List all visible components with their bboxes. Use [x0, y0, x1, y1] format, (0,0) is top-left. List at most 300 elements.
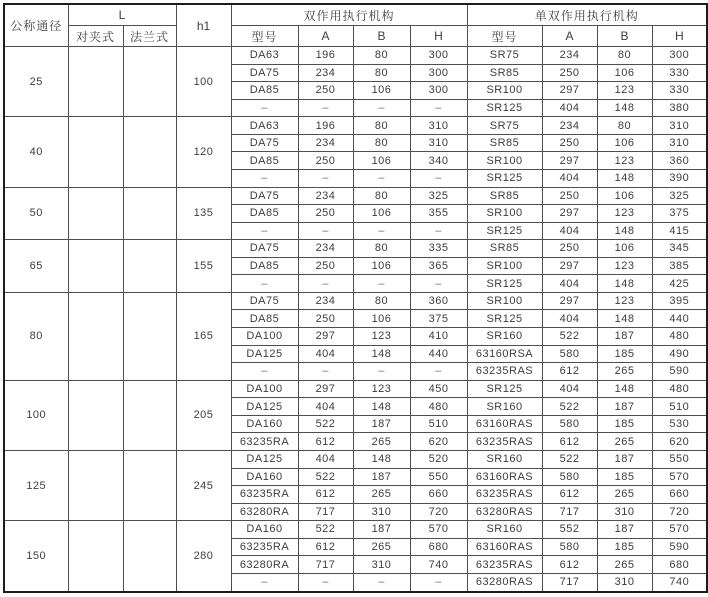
cell-single-B: 185 [597, 538, 652, 556]
cell-single-model: SR125 [467, 380, 542, 398]
cell-double-model: DA125 [231, 345, 298, 363]
cell-double-H: 365 [410, 257, 467, 275]
cell-single-H: 680 [652, 556, 707, 574]
cell-single-model: SR85 [467, 240, 542, 258]
cell-double-A: 717 [298, 556, 353, 574]
cell-single-A: 580 [542, 538, 597, 556]
cell-single-model: SR100 [467, 205, 542, 223]
cell-double-model: 63280RA [231, 556, 298, 574]
cell-single-B: 123 [597, 152, 652, 170]
cell-double-model: DA125 [231, 450, 298, 468]
cell-single-A: 404 [542, 169, 597, 187]
cell-nominal-diameter: 25 [4, 47, 68, 117]
cell-nominal-diameter: 150 [4, 521, 68, 592]
cell-single-model: SR100 [467, 82, 542, 100]
cell-double-B: 80 [353, 240, 410, 258]
cell-double-model: 63280RA [231, 503, 298, 521]
cell-double-model: – [231, 169, 298, 187]
cell-double-H: 550 [410, 468, 467, 486]
cell-single-model: 63235RAS [467, 556, 542, 574]
cell-double-A: 612 [298, 433, 353, 451]
cell-single-H: 375 [652, 205, 707, 223]
cell-double-A: – [298, 99, 353, 117]
cell-double-B: 265 [353, 433, 410, 451]
cell-double-H: – [410, 275, 467, 293]
cell-nominal-diameter: 100 [4, 380, 68, 450]
cell-single-B: 80 [597, 47, 652, 65]
cell-single-H: 440 [652, 310, 707, 328]
cell-double-H: – [410, 99, 467, 117]
cell-double-A: – [298, 275, 353, 293]
cell-double-model: – [231, 99, 298, 117]
cell-single-B: 265 [597, 363, 652, 381]
cell-double-A: 234 [298, 134, 353, 152]
cell-single-A: 297 [542, 292, 597, 310]
header-model-single: 型号 [467, 26, 542, 47]
cell-single-A: 297 [542, 205, 597, 223]
cell-double-B: 187 [353, 415, 410, 433]
cell-single-B: 265 [597, 556, 652, 574]
cell-single-model: SR160 [467, 398, 542, 416]
cell-single-model: 63235RAS [467, 486, 542, 504]
cell-flange-L [123, 47, 176, 117]
cell-double-B: 310 [353, 556, 410, 574]
cell-wafer-L [68, 240, 123, 293]
cell-double-B: 80 [353, 117, 410, 135]
cell-single-H: 415 [652, 222, 707, 240]
cell-double-model: 63235RA [231, 486, 298, 504]
cell-double-H: 355 [410, 205, 467, 223]
header-nominal-diameter: 公称通径 [4, 4, 68, 47]
cell-h1: 280 [176, 521, 231, 592]
cell-double-H: 450 [410, 380, 467, 398]
cell-single-B: 187 [597, 328, 652, 346]
cell-single-model: SR85 [467, 187, 542, 205]
cell-double-model: DA85 [231, 310, 298, 328]
cell-single-A: 612 [542, 556, 597, 574]
cell-wafer-L [68, 47, 123, 117]
header-A-single: A [542, 26, 597, 47]
cell-double-model: DA100 [231, 328, 298, 346]
cell-double-B: 80 [353, 187, 410, 205]
cell-single-B: 106 [597, 64, 652, 82]
cell-single-H: 590 [652, 538, 707, 556]
cell-single-B: 106 [597, 187, 652, 205]
cell-double-H: 570 [410, 521, 467, 539]
cell-single-H: 490 [652, 345, 707, 363]
cell-single-model: 63280RAS [467, 503, 542, 521]
cell-single-A: 404 [542, 380, 597, 398]
cell-single-B: 123 [597, 257, 652, 275]
actuator-spec-table [3, 3, 708, 593]
cell-single-H: 530 [652, 415, 707, 433]
cell-single-A: 717 [542, 573, 597, 592]
cell-single-H: 570 [652, 521, 707, 539]
cell-double-A: – [298, 169, 353, 187]
cell-single-B: 106 [597, 240, 652, 258]
cell-double-B: – [353, 363, 410, 381]
cell-single-B: 187 [597, 450, 652, 468]
cell-double-H: 300 [410, 47, 467, 65]
cell-double-A: 522 [298, 415, 353, 433]
cell-flange-L [123, 187, 176, 240]
cell-double-model: – [231, 222, 298, 240]
cell-single-B: 123 [597, 205, 652, 223]
cell-single-A: 234 [542, 117, 597, 135]
cell-double-A: 250 [298, 152, 353, 170]
cell-double-B: – [353, 222, 410, 240]
cell-double-model: – [231, 363, 298, 381]
cell-nominal-diameter: 65 [4, 240, 68, 293]
cell-single-A: 522 [542, 328, 597, 346]
cell-single-H: 570 [652, 468, 707, 486]
cell-double-A: – [298, 222, 353, 240]
cell-single-H: 620 [652, 433, 707, 451]
cell-single-A: 404 [542, 99, 597, 117]
cell-single-A: 404 [542, 275, 597, 293]
cell-double-H: 300 [410, 82, 467, 100]
header-flange-type: 法兰式 [123, 26, 176, 47]
header-B-double: B [353, 26, 410, 47]
cell-flange-L [123, 292, 176, 380]
cell-single-model: SR100 [467, 257, 542, 275]
cell-double-B: 123 [353, 328, 410, 346]
cell-double-B: 106 [353, 82, 410, 100]
table-row [4, 117, 707, 135]
cell-double-H: 520 [410, 450, 467, 468]
cell-single-A: 404 [542, 310, 597, 328]
cell-single-A: 250 [542, 64, 597, 82]
cell-double-H: – [410, 363, 467, 381]
cell-double-A: 234 [298, 187, 353, 205]
cell-nominal-diameter: 80 [4, 292, 68, 380]
cell-double-model: DA75 [231, 64, 298, 82]
cell-single-A: 234 [542, 47, 597, 65]
cell-double-B: – [353, 99, 410, 117]
cell-double-A: 717 [298, 503, 353, 521]
cell-nominal-diameter: 40 [4, 117, 68, 187]
cell-double-H: 510 [410, 415, 467, 433]
cell-single-H: 330 [652, 64, 707, 82]
table-header [4, 4, 707, 47]
cell-double-A: 250 [298, 205, 353, 223]
cell-single-A: 250 [542, 187, 597, 205]
cell-single-B: 148 [597, 99, 652, 117]
cell-single-model: SR100 [467, 152, 542, 170]
cell-double-model: 63235RA [231, 433, 298, 451]
cell-double-H: 720 [410, 503, 467, 521]
cell-single-B: 148 [597, 222, 652, 240]
header-single-double-acting-actuator: 单双作用执行机构 [467, 4, 707, 26]
cell-double-A: 297 [298, 328, 353, 346]
header-A-double: A [298, 26, 353, 47]
cell-double-H: 660 [410, 486, 467, 504]
cell-single-model: SR160 [467, 521, 542, 539]
cell-h1: 100 [176, 47, 231, 117]
cell-single-B: 80 [597, 117, 652, 135]
cell-single-model: 63160RAS [467, 415, 542, 433]
cell-double-A: 250 [298, 82, 353, 100]
cell-wafer-L [68, 450, 123, 520]
cell-double-model: DA160 [231, 415, 298, 433]
cell-flange-L [123, 117, 176, 187]
cell-single-H: 510 [652, 398, 707, 416]
header-row-1 [4, 4, 707, 26]
table-row [4, 450, 707, 468]
cell-single-H: 345 [652, 240, 707, 258]
cell-double-B: 106 [353, 257, 410, 275]
cell-double-B: 106 [353, 205, 410, 223]
cell-double-A: – [298, 573, 353, 592]
cell-double-model: DA75 [231, 292, 298, 310]
cell-double-model: DA160 [231, 468, 298, 486]
cell-single-H: 300 [652, 47, 707, 65]
table-row [4, 47, 707, 65]
cell-single-H: 360 [652, 152, 707, 170]
cell-double-B: 106 [353, 310, 410, 328]
cell-single-A: 297 [542, 257, 597, 275]
cell-double-H: 300 [410, 64, 467, 82]
cell-single-B: 265 [597, 486, 652, 504]
cell-double-model: – [231, 573, 298, 592]
cell-single-B: 310 [597, 503, 652, 521]
cell-single-H: 395 [652, 292, 707, 310]
header-wafer-type: 对夹式 [68, 26, 123, 47]
cell-single-A: 612 [542, 433, 597, 451]
cell-single-model: SR125 [467, 275, 542, 293]
cell-single-B: 185 [597, 345, 652, 363]
cell-single-A: 297 [542, 152, 597, 170]
cell-double-A: – [298, 363, 353, 381]
cell-double-B: – [353, 169, 410, 187]
cell-double-H: – [410, 169, 467, 187]
cell-double-H: 335 [410, 240, 467, 258]
table-row [4, 187, 707, 205]
cell-double-B: 265 [353, 486, 410, 504]
cell-h1: 245 [176, 450, 231, 520]
header-double-acting-actuator: 双作用执行机构 [231, 4, 467, 26]
cell-single-H: 390 [652, 169, 707, 187]
cell-single-model: 63235RAS [467, 433, 542, 451]
cell-single-model: SR100 [467, 292, 542, 310]
cell-double-H: 325 [410, 187, 467, 205]
cell-single-B: 106 [597, 134, 652, 152]
cell-double-B: – [353, 275, 410, 293]
cell-double-A: 404 [298, 398, 353, 416]
cell-single-A: 522 [542, 450, 597, 468]
cell-flange-L [123, 380, 176, 450]
cell-single-model: SR160 [467, 328, 542, 346]
cell-single-A: 717 [542, 503, 597, 521]
cell-double-A: 522 [298, 521, 353, 539]
header-row-2 [4, 26, 707, 47]
cell-double-A: 234 [298, 64, 353, 82]
cell-double-H: 340 [410, 152, 467, 170]
cell-double-A: 234 [298, 240, 353, 258]
cell-single-B: 185 [597, 415, 652, 433]
table-row [4, 240, 707, 258]
cell-double-B: 148 [353, 450, 410, 468]
cell-single-A: 522 [542, 398, 597, 416]
cell-single-B: 187 [597, 521, 652, 539]
cell-single-model: SR125 [467, 169, 542, 187]
cell-single-H: 425 [652, 275, 707, 293]
cell-double-model: DA160 [231, 521, 298, 539]
cell-nominal-diameter: 50 [4, 187, 68, 240]
cell-single-A: 297 [542, 82, 597, 100]
cell-double-model: DA63 [231, 47, 298, 65]
cell-double-model: DA125 [231, 398, 298, 416]
cell-single-model: SR125 [467, 310, 542, 328]
cell-h1: 155 [176, 240, 231, 293]
cell-double-H: 620 [410, 433, 467, 451]
cell-double-H: 410 [410, 328, 467, 346]
cell-double-B: 187 [353, 468, 410, 486]
header-h1: h1 [176, 4, 231, 47]
cell-double-A: 196 [298, 117, 353, 135]
cell-flange-L [123, 521, 176, 592]
cell-double-model: 63235RA [231, 538, 298, 556]
cell-double-A: 196 [298, 47, 353, 65]
cell-h1: 205 [176, 380, 231, 450]
cell-single-model: SR125 [467, 222, 542, 240]
cell-single-A: 552 [542, 521, 597, 539]
cell-single-model: 63235RAS [467, 363, 542, 381]
cell-single-model: SR75 [467, 47, 542, 65]
cell-flange-L [123, 240, 176, 293]
cell-wafer-L [68, 380, 123, 450]
cell-double-model: DA75 [231, 240, 298, 258]
cell-single-H: 385 [652, 257, 707, 275]
cell-wafer-L [68, 292, 123, 380]
cell-double-model: DA85 [231, 152, 298, 170]
cell-double-B: 310 [353, 503, 410, 521]
cell-single-H: 740 [652, 573, 707, 592]
cell-double-B: 80 [353, 47, 410, 65]
header-L: L [68, 4, 176, 26]
cell-single-A: 612 [542, 486, 597, 504]
cell-single-B: 148 [597, 275, 652, 293]
cell-double-H: 310 [410, 134, 467, 152]
cell-double-model: DA75 [231, 134, 298, 152]
cell-double-model: DA75 [231, 187, 298, 205]
cell-single-model: SR75 [467, 117, 542, 135]
cell-wafer-L [68, 187, 123, 240]
table-row [4, 292, 707, 310]
cell-double-B: – [353, 573, 410, 592]
cell-single-H: 480 [652, 328, 707, 346]
cell-single-H: 380 [652, 99, 707, 117]
cell-single-model: 63160RAS [467, 468, 542, 486]
header-H-single: H [652, 26, 707, 47]
cell-double-A: 522 [298, 468, 353, 486]
cell-double-H: 440 [410, 345, 467, 363]
cell-double-B: 106 [353, 152, 410, 170]
cell-double-model: – [231, 275, 298, 293]
cell-single-H: 480 [652, 380, 707, 398]
cell-single-model: 63280RAS [467, 573, 542, 592]
cell-single-B: 185 [597, 468, 652, 486]
cell-double-H: – [410, 222, 467, 240]
cell-double-A: 404 [298, 450, 353, 468]
cell-double-model: DA85 [231, 257, 298, 275]
cell-single-model: SR85 [467, 64, 542, 82]
cell-double-B: 265 [353, 538, 410, 556]
cell-double-A: 234 [298, 292, 353, 310]
cell-wafer-L [68, 117, 123, 187]
cell-double-B: 148 [353, 345, 410, 363]
cell-single-H: 310 [652, 117, 707, 135]
cell-single-B: 123 [597, 292, 652, 310]
cell-single-A: 580 [542, 345, 597, 363]
cell-single-B: 148 [597, 169, 652, 187]
cell-single-model: SR125 [467, 99, 542, 117]
cell-single-H: 325 [652, 187, 707, 205]
cell-single-B: 265 [597, 433, 652, 451]
cell-double-H: 740 [410, 556, 467, 574]
cell-single-A: 250 [542, 240, 597, 258]
cell-double-B: 187 [353, 521, 410, 539]
cell-single-A: 580 [542, 415, 597, 433]
cell-double-B: 80 [353, 134, 410, 152]
cell-h1: 120 [176, 117, 231, 187]
cell-single-B: 148 [597, 380, 652, 398]
cell-single-H: 330 [652, 82, 707, 100]
table-row [4, 521, 707, 539]
cell-single-A: 250 [542, 134, 597, 152]
cell-double-H: 360 [410, 292, 467, 310]
cell-double-A: 297 [298, 380, 353, 398]
cell-double-A: 612 [298, 486, 353, 504]
cell-double-A: 250 [298, 310, 353, 328]
cell-single-model: 63160RSA [467, 345, 542, 363]
cell-h1: 135 [176, 187, 231, 240]
cell-single-A: 612 [542, 363, 597, 381]
cell-double-model: DA100 [231, 380, 298, 398]
header-B-single: B [597, 26, 652, 47]
cell-single-model: SR85 [467, 134, 542, 152]
cell-double-model: DA63 [231, 117, 298, 135]
cell-single-A: 580 [542, 468, 597, 486]
cell-double-model: DA85 [231, 205, 298, 223]
cell-double-A: 250 [298, 257, 353, 275]
cell-single-H: 310 [652, 134, 707, 152]
header-H-double: H [410, 26, 467, 47]
header-model-double: 型号 [231, 26, 298, 47]
cell-single-B: 187 [597, 398, 652, 416]
cell-h1: 165 [176, 292, 231, 380]
cell-double-H: – [410, 573, 467, 592]
cell-single-A: 404 [542, 222, 597, 240]
table-row [4, 380, 707, 398]
cell-double-H: 375 [410, 310, 467, 328]
cell-double-B: 80 [353, 64, 410, 82]
cell-double-A: 404 [298, 345, 353, 363]
cell-single-H: 550 [652, 450, 707, 468]
table-body [4, 47, 707, 593]
cell-double-H: 680 [410, 538, 467, 556]
cell-wafer-L [68, 521, 123, 592]
cell-single-B: 123 [597, 82, 652, 100]
cell-single-H: 720 [652, 503, 707, 521]
cell-double-B: 80 [353, 292, 410, 310]
cell-double-model: DA85 [231, 82, 298, 100]
cell-single-model: 63160RAS [467, 538, 542, 556]
cell-single-H: 660 [652, 486, 707, 504]
cell-single-H: 590 [652, 363, 707, 381]
cell-double-A: 612 [298, 538, 353, 556]
cell-flange-L [123, 450, 176, 520]
